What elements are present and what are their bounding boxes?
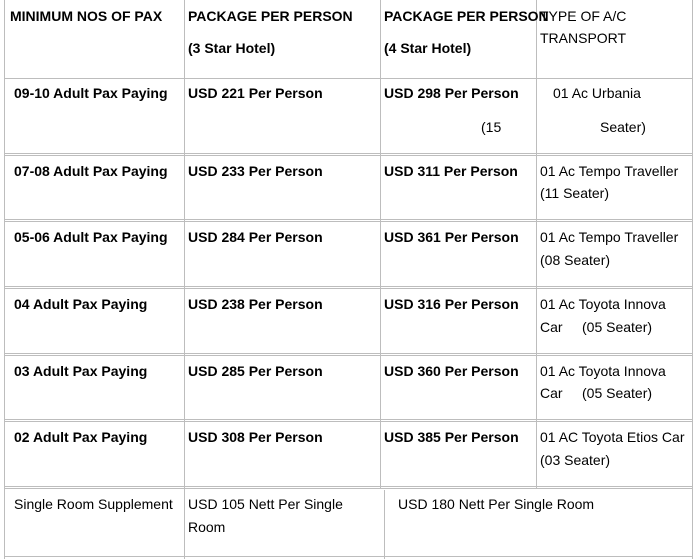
header-4star-line1: PACKAGE PER PERSON (384, 8, 549, 24)
column-divider-3 (536, 0, 537, 488)
row-4-pax: 04 Adult Pax Paying (14, 296, 148, 312)
row-divider-header (4, 78, 693, 79)
table-border-left (4, 0, 5, 559)
row-6-3star-price: USD 308 Per Person (188, 429, 323, 445)
row-1-3star-price: USD 221 Per Person (188, 85, 323, 101)
row-5-4star-price: USD 360 Per Person (384, 363, 519, 379)
row-4-4star-price: USD 316 Per Person (384, 296, 519, 312)
column-divider-2 (380, 0, 381, 488)
row-5-pax: 03 Adult Pax Paying (14, 363, 148, 379)
row-2-transport-line1: 01 Ac Tempo Traveller (540, 163, 679, 179)
table-border-right (692, 0, 693, 559)
header-transport-line1: TYPE OF A/C (540, 8, 627, 24)
row-2-3star-price: USD 233 Per Person (188, 163, 323, 179)
row-5-3star-price: USD 285 Per Person (188, 363, 323, 379)
row-divider-6 (4, 486, 693, 489)
row-3-transport-line2: (08 Seater) (540, 252, 611, 268)
row-5-transport-line2: Car (05 Seater) (540, 385, 653, 401)
supplement-3star-line1: USD 105 Nett Per Single (188, 496, 343, 512)
row-3-transport-line1: 01 Ac Tempo Traveller (540, 229, 679, 245)
row-2-pax: 07-08 Adult Pax Paying (14, 163, 168, 179)
column-divider-2-lower (384, 490, 385, 559)
table-border-bottom (4, 556, 693, 557)
row-divider-3 (4, 286, 693, 289)
row-5-transport-line1: 01 Ac Toyota Innova (540, 363, 666, 379)
column-divider-1 (184, 0, 185, 559)
supplement-3star-line2: Room (188, 519, 226, 535)
row-3-pax: 05-06 Adult Pax Paying (14, 229, 168, 245)
row-1-4star-extra: (15 (481, 119, 502, 135)
header-3star-line2: (3 Star Hotel) (188, 40, 276, 56)
row-1-4star-price: USD 298 Per Person (384, 85, 519, 101)
row-6-transport-line1: 01 AC Toyota Etios Car (540, 429, 685, 445)
row-2-transport-line2: (11 Seater) (540, 185, 609, 201)
row-4-3star-price: USD 238 Per Person (188, 296, 323, 312)
row-4-transport-line2: Car (05 Seater) (540, 319, 653, 335)
header-3star-line1: PACKAGE PER PERSON (188, 8, 353, 24)
row-4-transport-line1: 01 Ac Toyota Innova (540, 296, 666, 312)
header-4star-line2: (4 Star Hotel) (384, 40, 472, 56)
row-1-pax: 09-10 Adult Pax Paying (14, 85, 168, 101)
row-divider-1 (4, 153, 693, 156)
row-divider-2 (4, 219, 693, 222)
row-6-4star-price: USD 385 Per Person (384, 429, 519, 445)
supplement-4star: USD 180 Nett Per Single Room (398, 496, 595, 512)
row-1-transport-line1: 01 Ac Urbania (553, 85, 641, 101)
header-min-pax: MINIMUM NOS OF PAX (10, 8, 163, 24)
row-divider-4 (4, 353, 693, 356)
row-3-4star-price: USD 361 Per Person (384, 229, 519, 245)
row-1-transport-line2: Seater) (600, 119, 646, 135)
row-6-pax: 02 Adult Pax Paying (14, 429, 148, 445)
row-divider-5 (4, 419, 693, 422)
header-transport-line2: TRANSPORT (540, 30, 627, 46)
supplement-label: Single Room Supplement (14, 496, 173, 512)
row-2-4star-price: USD 311 Per Person (384, 163, 518, 179)
row-6-transport-line2: (03 Seater) (540, 452, 611, 468)
row-3-3star-price: USD 284 Per Person (188, 229, 323, 245)
